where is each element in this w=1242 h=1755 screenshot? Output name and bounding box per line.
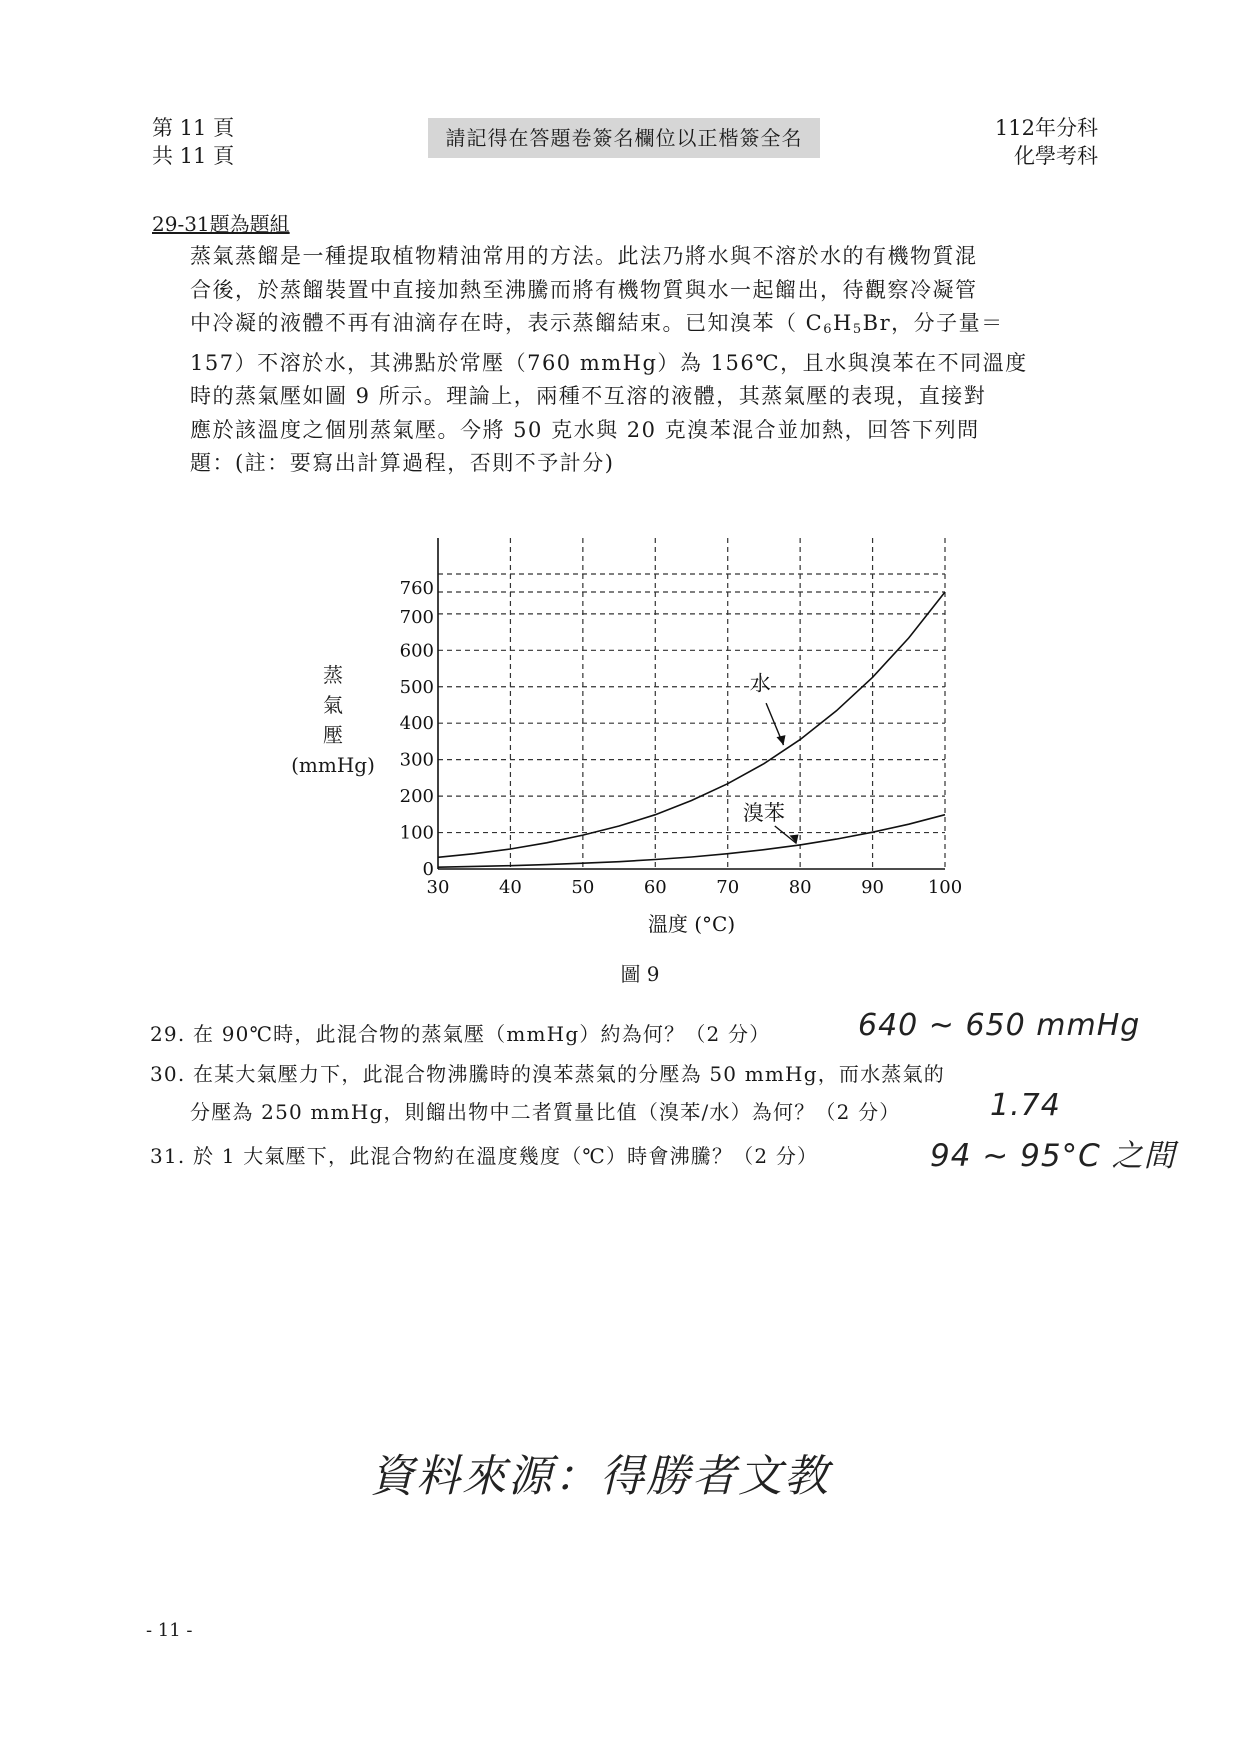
y-tick-label: 400 bbox=[399, 713, 434, 735]
y-tick-label: 300 bbox=[399, 749, 434, 771]
subscript: 5 bbox=[852, 322, 863, 337]
x-tick-label: 100 bbox=[927, 877, 963, 898]
bromobenzene-arrow bbox=[775, 826, 797, 843]
paragraph-line: 蒸氣蒸餾是一種提取植物精油常用的方法。此法乃將水與不溶於水的有機物質混 bbox=[190, 244, 978, 268]
question-29 bbox=[150, 1018, 770, 1047]
water-arrowhead bbox=[776, 735, 785, 745]
y-label-unit: (mmHg) bbox=[291, 753, 375, 777]
paragraph-text: 中冷凝的液體不再有油滴存在時，表示蒸餾結束。已知溴苯（ C bbox=[190, 311, 824, 335]
x-tick-label: 70 bbox=[716, 877, 740, 898]
x-axis-label: 溫度 (°C) bbox=[647, 912, 736, 936]
question-30-continued bbox=[190, 1096, 900, 1125]
chart-axes bbox=[438, 538, 945, 869]
total-line: 共 11 頁 bbox=[152, 144, 235, 168]
water-curve bbox=[438, 592, 945, 857]
y-tick-label: 0 bbox=[422, 859, 434, 880]
paragraph-line: 題：(註：要寫出計算過程，否則不予計分) bbox=[190, 451, 615, 475]
x-tick-label: 50 bbox=[571, 877, 595, 898]
question-text: 29. 在 90℃時，此混合物的蒸氣壓（mmHg）約為何？（2 分） bbox=[150, 1022, 771, 1046]
signature-reminder-banner: 請記得在答題卷簽名欄位以正楷簽全名 bbox=[428, 118, 820, 158]
question-group-title: 29-31題為題組 bbox=[152, 212, 290, 236]
subscript: 6 bbox=[823, 322, 834, 337]
question-30 bbox=[150, 1058, 945, 1087]
chart-grid bbox=[438, 538, 945, 869]
paragraph-line bbox=[190, 307, 1090, 347]
subject-line: 化學考科 bbox=[1014, 144, 1098, 168]
page-number: - 11 - bbox=[146, 1620, 193, 1641]
y-tick-label: 760 bbox=[399, 578, 434, 599]
chart-labels bbox=[400, 578, 963, 936]
series-label-water: 水 bbox=[749, 671, 771, 696]
figure-caption: 圖 9 bbox=[620, 962, 660, 986]
y-tick-label: 500 bbox=[399, 676, 434, 698]
page-indicator bbox=[152, 114, 234, 170]
handwritten-answer-31: 94 ~ 95°C 之間 bbox=[930, 1138, 1176, 1174]
x-tick-label: 90 bbox=[861, 877, 885, 898]
handwritten-source-note: 資料來源：得勝者文教 bbox=[370, 1451, 830, 1502]
problem-paragraph bbox=[190, 240, 1090, 481]
question-text: 31. 於 1 大氣壓下，此混合物約在溫度幾度（℃）時會沸騰？（2 分） bbox=[150, 1144, 819, 1168]
y-tick-label: 200 bbox=[399, 786, 434, 808]
x-tick-label: 80 bbox=[788, 877, 812, 898]
exam-info bbox=[995, 114, 1098, 170]
question-text: 分壓為 250 mmHg，則餾出物中二者質量比值（溴苯/水）為何？（2 分） bbox=[190, 1100, 901, 1124]
page-line: 第 11 頁 bbox=[152, 116, 235, 140]
exam-line: 112年分科 bbox=[994, 116, 1098, 140]
y-label-char: 壓 bbox=[323, 723, 343, 747]
chart-y-axis-label bbox=[288, 660, 378, 780]
x-tick-label: 60 bbox=[643, 877, 667, 898]
paragraph-line: 時的蒸氣壓如圖 9 所示。理論上，兩種不互溶的液體，其蒸氣壓的表現，直接對 bbox=[190, 384, 987, 408]
y-label-char: 氣 bbox=[323, 693, 343, 717]
y-tick-label: 100 bbox=[399, 822, 434, 844]
y-tick-label: 700 bbox=[399, 606, 434, 628]
x-tick-label: 30 bbox=[426, 877, 450, 898]
question-31 bbox=[150, 1140, 818, 1169]
y-tick-label: 600 bbox=[399, 640, 434, 662]
y-label-char: 蒸 bbox=[323, 663, 343, 687]
paragraph-text: H bbox=[833, 311, 853, 335]
chart-series bbox=[438, 592, 945, 867]
series-label-bromobenzene: 溴苯 bbox=[742, 800, 785, 825]
handwritten-answer-29: 640 ~ 650 mmHg bbox=[858, 1008, 1141, 1043]
x-tick-label: 40 bbox=[498, 877, 522, 898]
vapor-pressure-chart bbox=[380, 530, 980, 950]
paragraph-line: 合後，於蒸餾裝置中直接加熱至沸騰而將有機物質與水一起餾出，待觀察冷凝管 bbox=[190, 277, 978, 302]
paragraph-text: Br，分子量＝ bbox=[862, 311, 1004, 335]
paragraph-line: 157）不溶於水，其沸點於常壓（760 mmHg）為 156℃，且水與溴苯在不同溫度 bbox=[190, 350, 1028, 375]
paragraph-line: 應於該溫度之個別蒸氣壓。今將 50 克水與 20 克溴苯混合並加熱，回答下列問 bbox=[190, 417, 980, 442]
bromobenzene-curve bbox=[438, 815, 945, 868]
handwritten-answer-30: 1.74 bbox=[990, 1088, 1061, 1123]
question-text: 30. 在某大氣壓力下，此混合物沸騰時的溴苯蒸氣的分壓為 50 mmHg，而水蒸氣的 bbox=[150, 1062, 945, 1086]
